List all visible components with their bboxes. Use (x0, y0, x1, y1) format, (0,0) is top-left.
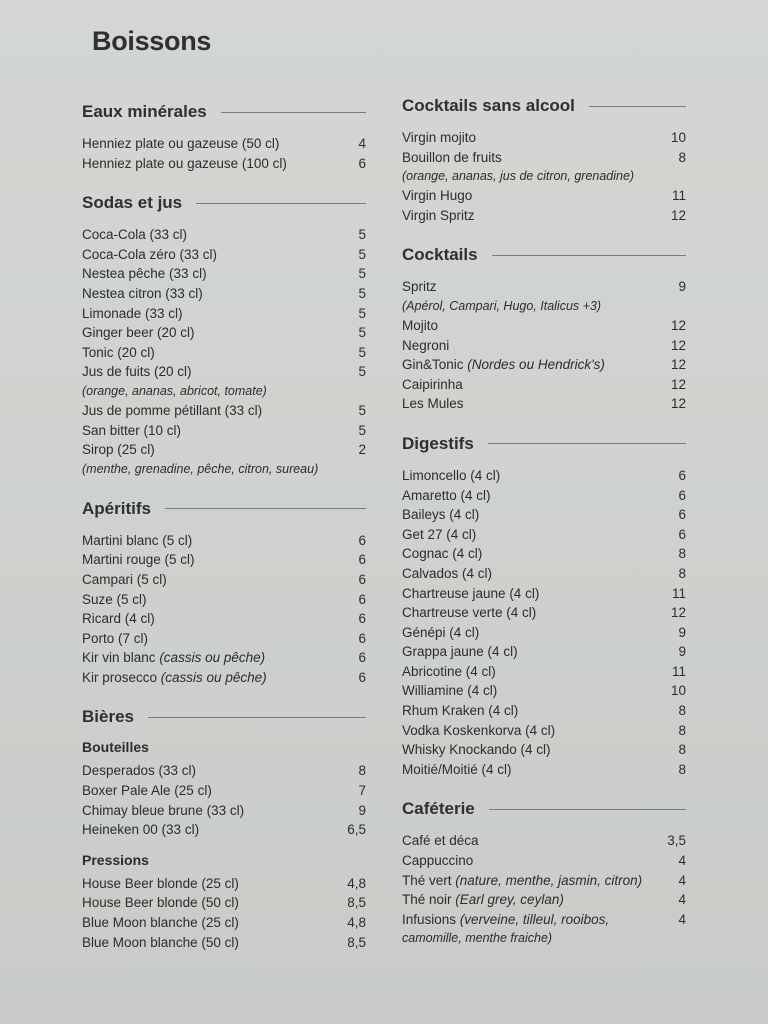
item-name (402, 355, 605, 375)
item-note: (cassis ou pêche) (160, 669, 267, 685)
item-label: Kir vin blanc (82, 650, 156, 666)
item-price: 8 (678, 565, 686, 581)
item-price: 4,8 (347, 875, 366, 891)
item-label: Boxer Pale Ale (25 cl) (82, 783, 212, 799)
item-price: 8 (678, 703, 686, 719)
menu-item (82, 284, 366, 304)
item-label: Campari (5 cl) (82, 571, 167, 587)
menu-item (82, 933, 366, 953)
item-price: 5 (358, 344, 366, 360)
item-label: Virgin Hugo (402, 188, 473, 204)
item-price: 6 (358, 552, 366, 568)
item-price: 6 (358, 669, 366, 685)
item-note: (nature, menthe, jasmin, citron) (455, 872, 643, 888)
item-price: 6 (678, 487, 686, 503)
group-subtitle: Pressions (82, 851, 149, 868)
item-label: Rhum Kraken (4 cl) (402, 703, 519, 719)
item-label: San bitter (10 cl) (82, 422, 182, 438)
item-label: Génépi (4 cl) (402, 624, 480, 640)
menu-item (82, 401, 366, 421)
item-price: 4,8 (347, 915, 366, 931)
item-price: 5 (358, 422, 366, 438)
item-price: 9 (678, 624, 686, 640)
menu-item (402, 186, 686, 206)
item-label: Martini blanc (5 cl) (82, 532, 193, 548)
menu-item (402, 910, 686, 930)
item-label: Porto (7 cl) (82, 630, 149, 646)
item-label: Limonade (33 cl) (82, 305, 183, 321)
menu-item (402, 642, 686, 662)
item-price: 4 (358, 136, 366, 151)
item-price: 8 (678, 546, 686, 562)
item-label: Henniez plate ou gazeuse (100 cl) (82, 155, 287, 171)
menu-item (82, 801, 366, 821)
item-note: (menthe, grenadine, pêche, citron, sureau) (82, 461, 319, 476)
menu-item (82, 629, 366, 649)
item-name (82, 401, 262, 421)
item-name (402, 505, 479, 525)
item-label: Caipirinha (402, 376, 463, 392)
item-price: 12 (670, 337, 686, 353)
item-label: Spritz (402, 279, 437, 295)
item-name (402, 544, 482, 564)
item-label: Virgin mojito (402, 130, 477, 145)
section-divider (488, 443, 686, 444)
menu-item (402, 740, 686, 760)
item-price: 12 (670, 396, 686, 412)
section-header (402, 432, 686, 456)
item-name (82, 629, 148, 649)
item-price: 12 (670, 207, 686, 223)
section-title: Apéritifs (82, 498, 151, 518)
item-label: Baileys (4 cl) (402, 507, 480, 523)
menu-section (82, 497, 366, 688)
menu-item (402, 375, 686, 395)
item-name (402, 890, 564, 910)
item-label: Thé noir (402, 892, 452, 908)
item-name (82, 781, 212, 801)
item-price: 6 (358, 591, 366, 607)
menu-item (82, 531, 366, 551)
item-name (82, 264, 207, 284)
item-label: Cappuccino (402, 853, 474, 869)
item-group (82, 739, 366, 839)
item-name (402, 681, 497, 701)
section-title: Bières (82, 707, 134, 727)
menu-section (82, 100, 366, 173)
item-label: Café et déca (402, 833, 479, 849)
item-label: House Beer blonde (25 cl) (82, 875, 239, 891)
menu-item (82, 820, 366, 840)
item-price: 5 (358, 246, 366, 262)
item-price: 6 (358, 532, 366, 548)
menu-section (402, 797, 686, 948)
item-label: Chimay bleue brune (33 cl) (82, 802, 245, 818)
item-note: (orange, ananas, abricot, tomate) (82, 383, 267, 398)
menu-item (402, 525, 686, 545)
menu-item (402, 466, 686, 486)
item-name (402, 623, 479, 643)
menu-item (402, 851, 686, 871)
menu-item (402, 544, 686, 564)
section-divider (221, 112, 366, 113)
item-price: 8 (358, 763, 366, 779)
item-label: Tonic (20 cl) (82, 344, 155, 360)
item-label: Blue Moon blanche (50 cl) (82, 934, 239, 950)
menu-item (82, 874, 366, 894)
item-name (82, 440, 155, 460)
item-label: Nestea pêche (33 cl) (82, 266, 207, 282)
menu-section (82, 191, 366, 479)
item-name (402, 584, 539, 604)
section-header (82, 705, 366, 729)
item-price: 11 (671, 663, 686, 679)
item-label: Chartreuse jaune (4 cl) (402, 585, 540, 601)
menu-item (402, 831, 686, 851)
section-divider (489, 809, 686, 810)
menu-item (402, 662, 686, 682)
item-name (402, 486, 491, 506)
section-divider (165, 508, 366, 509)
item-label: Desperados (33 cl) (82, 763, 197, 779)
item-price: 6 (358, 611, 366, 627)
item-label: Coca-Cola (33 cl) (82, 227, 188, 243)
item-name (402, 831, 479, 851)
item-label: Abricotine (4 cl) (402, 663, 496, 679)
item-price: 4 (678, 911, 686, 927)
section-divider (196, 203, 366, 204)
item-name (82, 893, 239, 913)
item-name (82, 531, 192, 551)
item-group (82, 852, 366, 952)
menu-item (82, 343, 366, 363)
item-name (82, 609, 155, 629)
section-divider (148, 717, 366, 718)
item-name (402, 128, 476, 148)
item-price: 8,5 (347, 934, 366, 950)
item-label: Cognac (4 cl) (402, 546, 483, 562)
item-name (82, 874, 239, 894)
section-title: Cocktails (402, 245, 478, 265)
item-name (82, 820, 199, 840)
item-name (82, 933, 239, 953)
menu-item (402, 721, 686, 741)
item-name (402, 721, 555, 741)
item-label: Infusions (402, 911, 457, 927)
item-price: 6 (358, 571, 366, 587)
item-name (402, 148, 502, 168)
menu-item (82, 781, 366, 801)
item-name (402, 525, 476, 545)
menu-item (82, 668, 366, 688)
item-label: Les Mules (402, 396, 464, 412)
item-price: 12 (670, 357, 686, 373)
item-price: 10 (670, 130, 686, 145)
item-label: Gin&Tonic (402, 357, 464, 373)
item-name (402, 910, 609, 930)
menu-item (402, 681, 686, 701)
item-label: Bouillon de fruits (402, 149, 502, 165)
item-label: Virgin Spritz (402, 207, 475, 223)
left-column (82, 100, 366, 970)
item-name (402, 394, 464, 414)
menu-item (402, 564, 686, 584)
item-label: Sirop (25 cl) (82, 442, 155, 458)
item-price: 5 (358, 402, 366, 418)
menu-item (82, 913, 366, 933)
item-name (402, 603, 536, 623)
menu-item (402, 584, 686, 604)
item-name (82, 284, 203, 304)
menu-section (402, 94, 686, 225)
item-label: Martini rouge (5 cl) (82, 552, 195, 568)
menu-item (402, 394, 686, 414)
menu-item (402, 701, 686, 721)
item-price: 9 (678, 644, 686, 660)
menu-item (402, 623, 686, 643)
item-label: Kir prosecco (82, 669, 158, 685)
item-price: 5 (358, 266, 366, 282)
section-divider (492, 255, 686, 256)
menu-item (82, 362, 366, 382)
section-header (82, 191, 366, 215)
item-name (402, 851, 473, 871)
item-label: Negroni (402, 337, 450, 353)
item-label: Calvados (4 cl) (402, 565, 493, 581)
section-title: Digestifs (402, 433, 474, 453)
item-name (402, 186, 472, 206)
item-price: 12 (670, 317, 686, 333)
group-subtitle: Bouteilles (82, 739, 149, 756)
item-label: Limoncello (4 cl) (402, 467, 501, 483)
item-name (402, 701, 518, 721)
item-price: 8 (678, 722, 686, 738)
section-title: Eaux minérales (82, 102, 207, 121)
menu-item (82, 304, 366, 324)
menu-item (402, 316, 686, 336)
item-label: Henniez plate ou gazeuse (50 cl) (82, 136, 280, 151)
item-price: 11 (671, 585, 686, 601)
section-header (402, 94, 686, 118)
section-divider (589, 106, 686, 107)
menu-item (402, 505, 686, 525)
item-label: Blue Moon blanche (25 cl) (82, 915, 239, 931)
item-price: 9 (358, 802, 366, 818)
menu-item (402, 148, 686, 168)
item-price: 4 (678, 872, 686, 888)
item-name (402, 760, 512, 780)
item-name (82, 648, 265, 668)
item-note: (verveine, tilleul, rooibos, (459, 911, 610, 927)
menu-item (82, 609, 366, 629)
menu-item (82, 245, 366, 265)
item-name (82, 550, 195, 570)
item-name (82, 362, 192, 382)
item-name (402, 740, 551, 760)
item-label: Jus de fuits (20 cl) (82, 364, 192, 380)
item-price: 8 (678, 761, 686, 777)
item-name (402, 662, 496, 682)
item-name (82, 245, 217, 265)
item-label: Jus de pomme pétillant (33 cl) (82, 402, 263, 418)
right-column (402, 94, 686, 966)
item-label: Suze (5 cl) (82, 591, 147, 607)
item-price: 6,5 (347, 822, 366, 838)
menu-item (402, 871, 686, 891)
menu-item (82, 893, 366, 913)
menu-item (82, 134, 366, 154)
item-label: House Beer blonde (50 cl) (82, 895, 239, 911)
section-header (82, 100, 366, 124)
item-label: Mojito (402, 317, 439, 333)
item-price: 5 (358, 227, 366, 243)
menu-item (82, 648, 366, 668)
item-name (82, 590, 147, 610)
item-name (82, 343, 155, 363)
item-price: 12 (670, 376, 686, 392)
menu-item (402, 890, 686, 910)
item-price: 8 (678, 149, 686, 165)
item-label: Coca-Cola zéro (33 cl) (82, 246, 218, 262)
menu-section (402, 243, 686, 414)
item-price: 6 (358, 630, 366, 646)
item-label: Amaretto (4 cl) (402, 487, 491, 503)
item-name (82, 668, 267, 688)
item-label: Nestea citron (33 cl) (82, 285, 203, 301)
item-name (82, 761, 196, 781)
section-header (402, 797, 686, 821)
menu-item (82, 570, 366, 590)
item-price: 5 (358, 325, 366, 341)
item-price: 6 (358, 155, 366, 171)
item-price: 5 (358, 285, 366, 301)
item-name (82, 225, 187, 245)
menu-item (402, 277, 686, 297)
item-price: 6 (678, 526, 686, 542)
item-label: Grappa jaune (4 cl) (402, 644, 518, 660)
menu-item (82, 421, 366, 441)
item-name (402, 336, 449, 356)
menu-item (82, 761, 366, 781)
menu-section (402, 432, 686, 780)
item-name (82, 421, 181, 441)
item-label: Get 27 (4 cl) (402, 526, 477, 542)
menu-item (402, 486, 686, 506)
item-label: Moitié/Moitié (4 cl) (402, 761, 512, 777)
item-name (402, 642, 518, 662)
item-price: 10 (670, 683, 686, 699)
item-price: 12 (670, 605, 686, 621)
section-header (402, 243, 686, 267)
item-name (402, 206, 475, 226)
menu-item (402, 355, 686, 375)
menu-item (82, 323, 366, 343)
item-name (82, 570, 167, 590)
item-note: camomille, menthe fraiche) (402, 931, 553, 946)
item-label: Ginger beer (20 cl) (82, 325, 195, 341)
item-label: Ricard (4 cl) (82, 611, 155, 627)
item-price: 6 (678, 507, 686, 523)
item-price: 9 (678, 279, 686, 295)
item-name (82, 154, 287, 174)
item-name (82, 323, 195, 343)
item-name (82, 913, 239, 933)
item-name (82, 801, 244, 821)
item-price: 5 (358, 305, 366, 321)
item-label: Vodka Koskenkorva (4 cl) (402, 722, 556, 738)
menu-item (82, 550, 366, 570)
menu-item (82, 440, 366, 460)
item-price: 11 (671, 188, 686, 204)
menu-item (402, 206, 686, 226)
menu-item (82, 225, 366, 245)
item-note: (orange, ananas, jus de citron, grenadine) (402, 169, 635, 184)
page-title: Boissons (92, 26, 212, 56)
item-price: 8,5 (347, 895, 366, 911)
item-price: 7 (358, 783, 366, 799)
item-label: Williamine (4 cl) (402, 683, 498, 699)
menu-item (82, 154, 366, 174)
item-label: Whisky Knockando (4 cl) (402, 742, 551, 758)
item-name (402, 277, 437, 297)
item-price: 2 (358, 442, 366, 458)
item-name (402, 375, 463, 395)
item-name (402, 316, 438, 336)
menu-item (82, 264, 366, 284)
item-price: 4 (678, 853, 686, 869)
item-label: Heineken 00 (33 cl) (82, 822, 200, 838)
item-price: 8 (678, 742, 686, 758)
item-name (402, 564, 492, 584)
item-price: 5 (358, 364, 366, 380)
menu-item (402, 760, 686, 780)
section-header (82, 497, 366, 521)
menu-item (402, 128, 686, 148)
item-price: 4 (678, 892, 686, 908)
item-note: (Nordes ou Hendrick's) (467, 357, 605, 373)
item-name (82, 134, 279, 154)
item-price: 6 (358, 650, 366, 666)
menu-section (82, 705, 366, 952)
item-price: 3,5 (667, 833, 686, 849)
item-name (82, 304, 183, 324)
item-label: Chartreuse verte (4 cl) (402, 605, 537, 621)
section-title: Sodas et jus (82, 193, 183, 213)
item-note: (cassis ou pêche) (159, 650, 266, 666)
item-name (402, 466, 500, 486)
menu-item (402, 603, 686, 623)
section-title: Cocktails sans alcool (402, 96, 575, 115)
item-name (402, 871, 642, 891)
item-note: (Apérol, Campari, Hugo, Italicus +3) (402, 298, 602, 313)
section-title: Caféterie (402, 799, 475, 819)
item-label: Thé vert (402, 872, 452, 888)
item-note: (Earl grey, ceylan) (455, 892, 564, 908)
menu-item (402, 336, 686, 356)
item-price: 6 (678, 467, 686, 483)
menu-item (82, 590, 366, 610)
